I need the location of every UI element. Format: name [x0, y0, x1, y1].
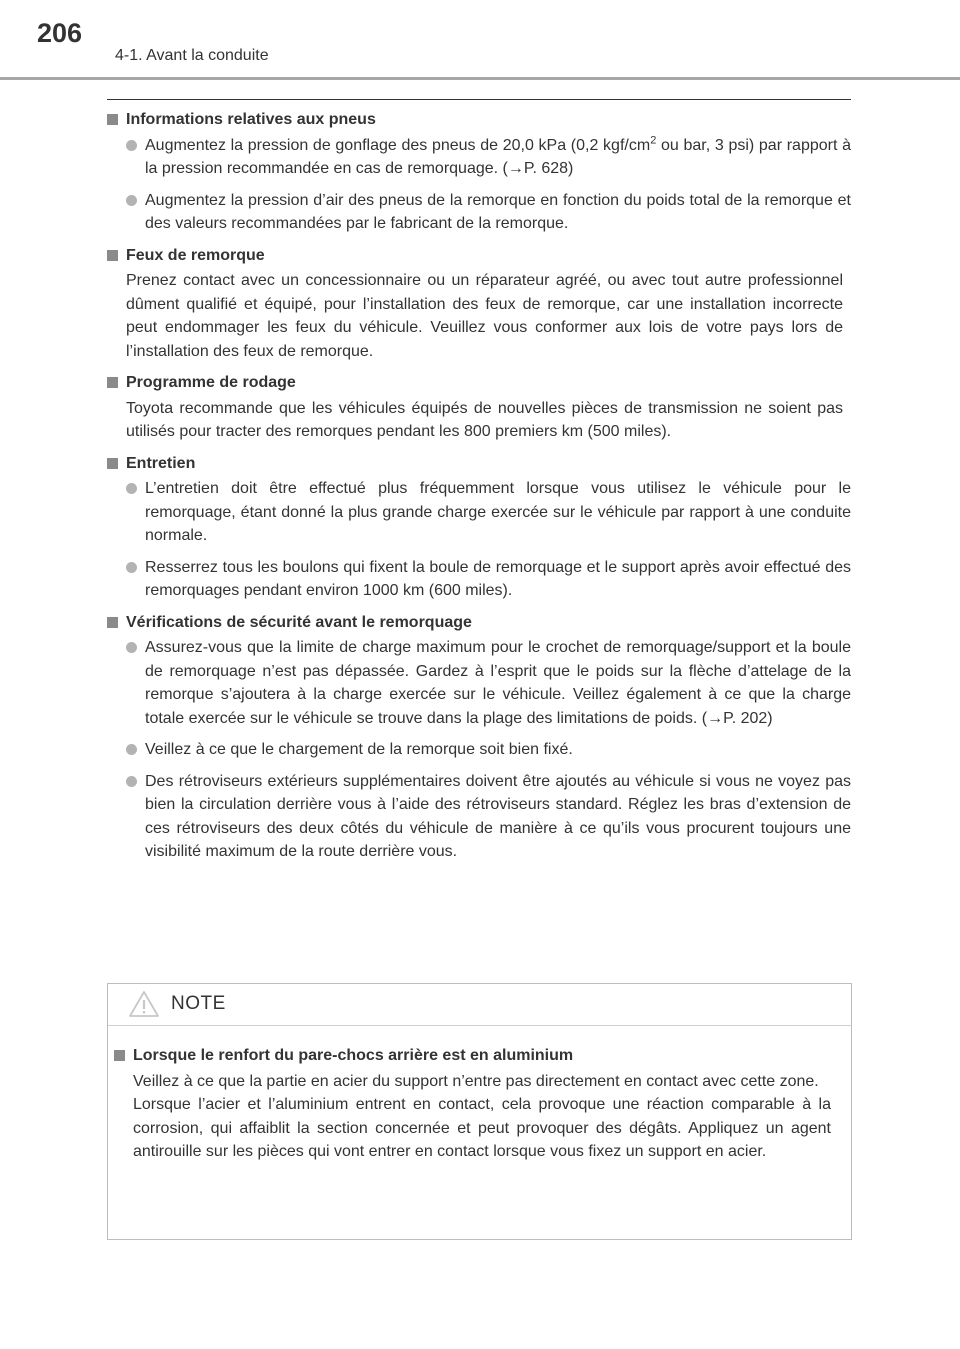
square-marker-icon: [107, 458, 118, 469]
page-number: 206: [37, 18, 83, 48]
note-box: [107, 983, 852, 1240]
heading-text: Informations relatives aux pneus: [126, 111, 376, 128]
bullet-item: [107, 477, 851, 548]
note-label: NOTE: [171, 993, 226, 1014]
bullet-item: [107, 134, 851, 181]
heading-text: Programme de rodage: [126, 374, 296, 391]
section-heading: [107, 611, 851, 635]
bullet-text: Assurez-vous que la limite de charge maximum pour le crochet de remorquage/support et la boule de remorquage n’est pas dépassée. Gardez à l’esprit que le poids sur la flèche d’attelage de la remorque s’ajoutera à la charge exercée sur le véhicule. Veillez également à ce que la charge totale exercée sur le véhicule se trouve dans la plage des limitations de poids. (→P. 202): [145, 639, 851, 727]
paragraph: Toyota recommande que les véhicules équipés de nouvelles pièces de transmission ne soient pas utilisés pour tracter des remorques pendant les 800 premiers km (500 miles).: [126, 399, 843, 440]
note-paragraph: Lorsque l’acier et l’aluminium entrent en contact, cela provoque une réaction comparable à la corrosion, qui affaiblit la section concernée et peut provoquer des dégâts. Appliquez un agent antirouille sur les pièces qui vont entrer en contact lorsque vous fixez un support en acier.: [133, 1096, 831, 1160]
square-marker-icon: [107, 114, 118, 125]
bullet-text: Veillez à ce que le chargement de la remorque soit bien fixé.: [145, 741, 573, 758]
square-marker-icon: [107, 377, 118, 388]
heading-text: Lorsque le renfort du pare-chocs arrière est en aluminium: [133, 1047, 574, 1064]
square-marker-icon: [107, 617, 118, 628]
section-heading: [107, 244, 851, 268]
paragraph: Prenez contact avec un concessionnaire ou un réparateur agréé, ou avec tout autre professionnel dûment qualifié et équipé, pour l’installation des feux de remorque, car une installation incorrecte peut endommager les feux du véhicule. Veuillez vous conformer aux lois de votre pays lors de l’installation des feux de remorque.: [126, 272, 843, 360]
square-marker-icon: [107, 250, 118, 261]
section-heading: [107, 452, 851, 476]
square-marker-icon: [114, 1050, 125, 1061]
bullet-dot-icon: [126, 140, 137, 151]
bullet-text-post: ou bar, 3: [656, 136, 729, 154]
heading-text: Vérifications de sécurité avant le remorquage: [126, 613, 472, 631]
page-content: [107, 108, 851, 872]
page-header: [0, 0, 960, 80]
header-rule: [0, 77, 960, 80]
bullet-item: [107, 556, 851, 603]
bullet-dot-icon: [126, 744, 137, 755]
bullet-dot-icon: [126, 642, 137, 653]
bullet-dot-icon: [126, 562, 137, 573]
bullet-text: L’entretien doit être effectué plus fréquemment lorsque vous utilisez le véhicule pour le remorquage, étant donné la plus grande charge exercée sur le véhicule par rapport à une conduite normale.: [145, 480, 851, 544]
bullet-text: psi) par rapport à la pression recommandée en cas de remorquage. (→P. 628): [145, 136, 851, 177]
bullet-text: Augmentez la pression d’air des pneus de la remorque en fonction du poids total de la remorque et des valeurs recommandées par le fabricant de la remorque.: [145, 191, 851, 232]
section-title: 4-1. Avant la conduite: [115, 47, 269, 64]
bullet-item: [107, 636, 851, 730]
bullet-text: Des rétroviseurs extérieurs supplémentaires doivent être ajoutés au véhicule si vous ne voyez pas bien la circulation derrière vous à l’aide des rétroviseurs standard. Réglez les bras d’extension de ces rétroviseurs des deux côtés du véhicule de manière à ce qu’ils vous procurent toujours une visibilité maximum de la route derrière vous.: [145, 772, 851, 860]
bullet-dot-icon: [126, 483, 137, 494]
heading-text: Feux de remorque: [126, 246, 265, 264]
heading-text: Entretien: [126, 454, 196, 472]
bullet-dot-icon: [126, 776, 137, 787]
section-heading: [107, 371, 851, 395]
note-paragraph: Veillez à ce que la partie en acier du support n’entre pas directement en contact avec cette zone.: [133, 1072, 819, 1090]
section-heading: [107, 108, 851, 132]
note-header: [108, 984, 851, 1026]
note-body: [108, 1026, 851, 1164]
superscript: 2: [650, 134, 657, 147]
bullet-item: [107, 189, 851, 236]
content-top-rule: [107, 99, 851, 100]
bullet-text-pre: Augmentez la pression de gonflage des pneus de 20,0 kPa (0,2 kgf/cm: [145, 136, 651, 154]
bullet-item: [107, 770, 851, 864]
note-heading: [114, 1044, 831, 1068]
warning-triangle-icon: [128, 990, 160, 1018]
bullet-text: Resserrez tous les boulons qui fixent la boule de remorquage et le support après avoir effectué des remorquages pendant environ 1000 km (600 miles).: [145, 558, 851, 599]
bullet-dot-icon: [126, 195, 137, 206]
bullet-item: [107, 738, 851, 762]
